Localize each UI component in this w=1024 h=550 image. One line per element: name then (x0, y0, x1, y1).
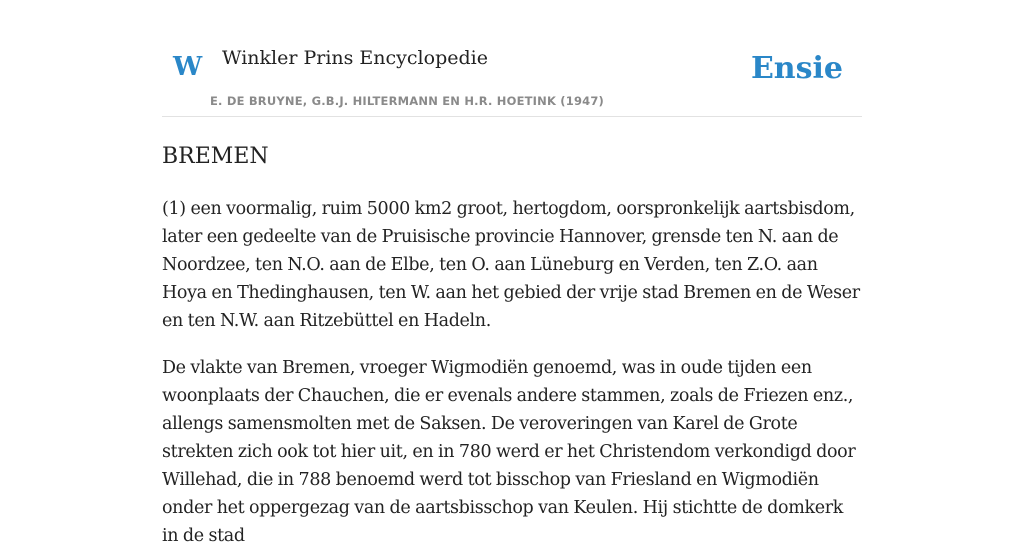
ensie-logo[interactable]: Ensie (750, 51, 843, 86)
article-paragraph: (1) een voormalig, ruim 5000 km2 groot, hertogdom, oorspronkelijk aartsbisdom, later een gedeelte van de Pruisische provincie Hannover, grensde ten N. aan de Noordzee, ten N.O. aan de Elbe, ten O. aan Lüneburg en Verden, ten Z.O. aan Hoya en Thedinghausen, ten W. aan het gebied der vrije stad Bremen en de Weser en ten N.W. aan Ritzebüttel en Hadeln. (162, 199, 860, 331)
winkler-prins-logo[interactable]: W (173, 52, 203, 82)
source-authors: E. DE BRUYNE, G.B.J. HILTERMANN EN H.R. HOETINK (1947) (210, 94, 605, 108)
site-header (162, 0, 862, 117)
article-heading: BREMEN (162, 144, 269, 169)
source-title[interactable]: Winkler Prins Encyclopedie (222, 47, 488, 69)
article-paragraph: De vlakte van Bremen, vroeger Wigmodiën genoemd, was in oude tijden een woonplaats der Chauchen, die er evenals andere stammen, zoals de Friezen enz., allengs samensmolten met de Saksen. De veroveringen van Karel de Grote strekten zich ook tot hier uit, en in 780 werd er het Christendom verkondigd door Willehad, die in 788 benoemd werd tot bisschop van Friesland en Wigmodiën onder het oppergezag van de aartsbisschop van Keulen. Hij stichtte de domkerk in de stad (162, 358, 856, 546)
page (162, 0, 862, 550)
article-body (162, 195, 862, 550)
